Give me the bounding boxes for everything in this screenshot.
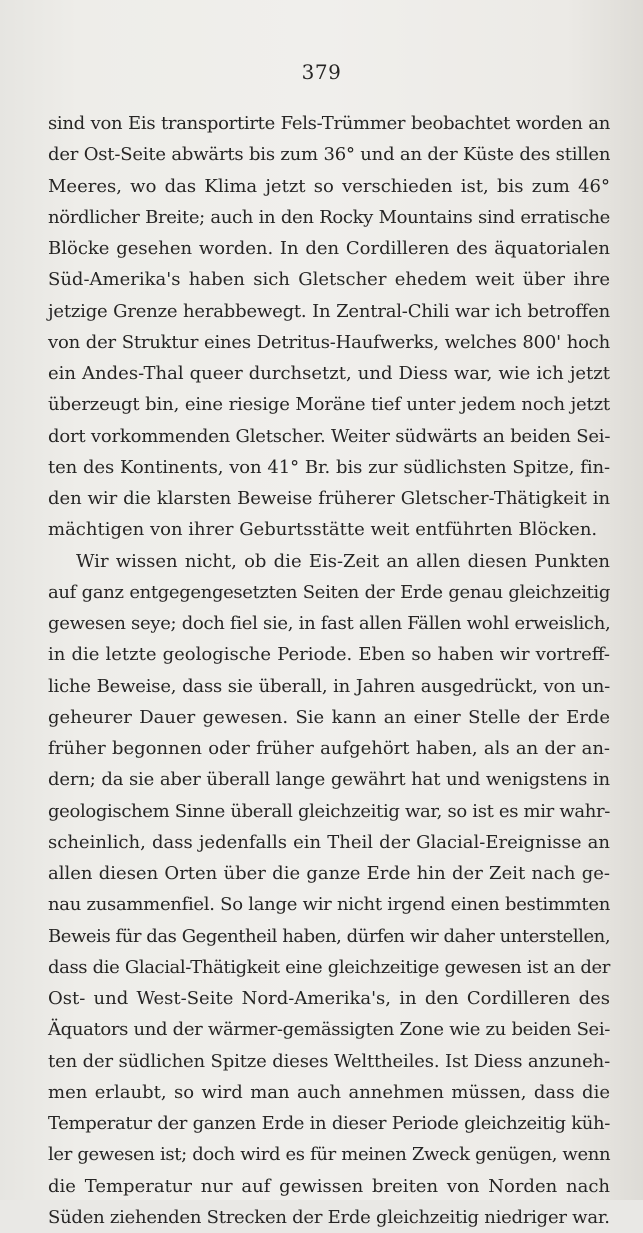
text-line: ten des Kontinents, von 41° Br. bis zur südlichsten Spitze, fin- [48, 452, 610, 483]
text-line: nördlicher Breite; auch in den Rocky Mountains sind erratische [48, 202, 610, 233]
text-line: Süd-Amerika's haben sich Gletscher ehedem weit über ihre [48, 264, 610, 295]
page-body [48, 108, 610, 1233]
paragraph-2 [48, 546, 610, 1233]
text-line: gewesen seye; doch fiel sie, in fast allen Fällen wohl erweislich, [48, 608, 610, 639]
page-number: 379 [0, 60, 643, 84]
text-line: nau zusammenfiel. So lange wir nicht irgend einen bestimmten [48, 889, 610, 920]
text-line: scheinlich, dass jedenfalls ein Theil der Glacial-Ereignisse an [48, 827, 610, 858]
text-line: geologischem Sinne überall gleichzeitig war, so ist es mir wahr- [48, 796, 610, 827]
text-line: Ost- und West-Seite Nord-Amerika's, in den Cordilleren des [48, 983, 610, 1014]
text-line: liche Beweise, dass sie überall, in Jahren ausgedrückt, von un- [48, 671, 610, 702]
text-line: ein Andes-Thal queer durchsetzt, und Diess war, wie ich jetzt [48, 358, 610, 389]
text-line: der Ost-Seite abwärts bis zum 36° und an der Küste des stillen [48, 139, 610, 170]
text-line: die Temperatur nur auf gewissen breiten von Norden nach [48, 1171, 610, 1202]
text-line: geheurer Dauer gewesen. Sie kann an einer Stelle der Erde [48, 702, 610, 733]
text-line: Temperatur der ganzen Erde in dieser Periode gleichzeitig küh- [48, 1108, 610, 1139]
text-line: dass die Glacial-Thätigkeit eine gleichzeitige gewesen ist an der [48, 952, 610, 983]
text-line: allen diesen Orten über die ganze Erde hin der Zeit nach ge- [48, 858, 610, 889]
text-line: mächtigen von ihrer Geburtsstätte weit entführten Blöcken. [48, 514, 610, 545]
text-line: dern; da sie aber überall lange gewährt hat und wenigstens in [48, 764, 610, 795]
text-line: auf ganz entgegengesetzten Seiten der Erde genau gleichzeitig [48, 577, 610, 608]
text-line: den wir die klarsten Beweise früherer Gletscher-Thätigkeit in [48, 483, 610, 514]
text-line: dort vorkommenden Gletscher. Weiter südwärts an beiden Sei- [48, 421, 610, 452]
text-line: sind von Eis transportirte Fels-Trümmer beobachtet worden an [48, 108, 610, 139]
text-line: Süden ziehenden Strecken der Erde gleichzeitig niedriger war. [48, 1202, 610, 1233]
text-line: Äquators und der wärmer-gemässigten Zone wie zu beiden Sei- [48, 1014, 610, 1045]
text-line: ten der südlichen Spitze dieses Welttheiles. Ist Diess anzuneh- [48, 1046, 610, 1077]
text-line: ler gewesen ist; doch wird es für meinen Zweck genügen, wenn [48, 1139, 610, 1170]
text-line: Beweis für das Gegentheil haben, dürfen wir daher unterstellen, [48, 921, 610, 952]
paragraph-1 [48, 108, 610, 546]
text-line: in die letzte geologische Periode. Eben so haben wir vortreff- [48, 639, 610, 670]
text-line: Wir wissen nicht, ob die Eis-Zeit an allen diesen Punkten [48, 546, 610, 577]
text-line: men erlaubt, so wird man auch annehmen müssen, dass die [48, 1077, 610, 1108]
text-line: überzeugt bin, eine riesige Moräne tief unter jedem noch jetzt [48, 389, 610, 420]
text-line: jetzige Grenze herabbewegt. In Zentral-Chili war ich betroffen [48, 296, 610, 327]
text-line: von der Struktur eines Detritus-Haufwerks, welches 800' hoch [48, 327, 610, 358]
text-line: Meeres, wo das Klima jetzt so verschieden ist, bis zum 46° [48, 171, 610, 202]
text-line: früher begonnen oder früher aufgehört haben, als an der an- [48, 733, 610, 764]
text-line: Blöcke gesehen worden. In den Cordilleren des äquatorialen [48, 233, 610, 264]
